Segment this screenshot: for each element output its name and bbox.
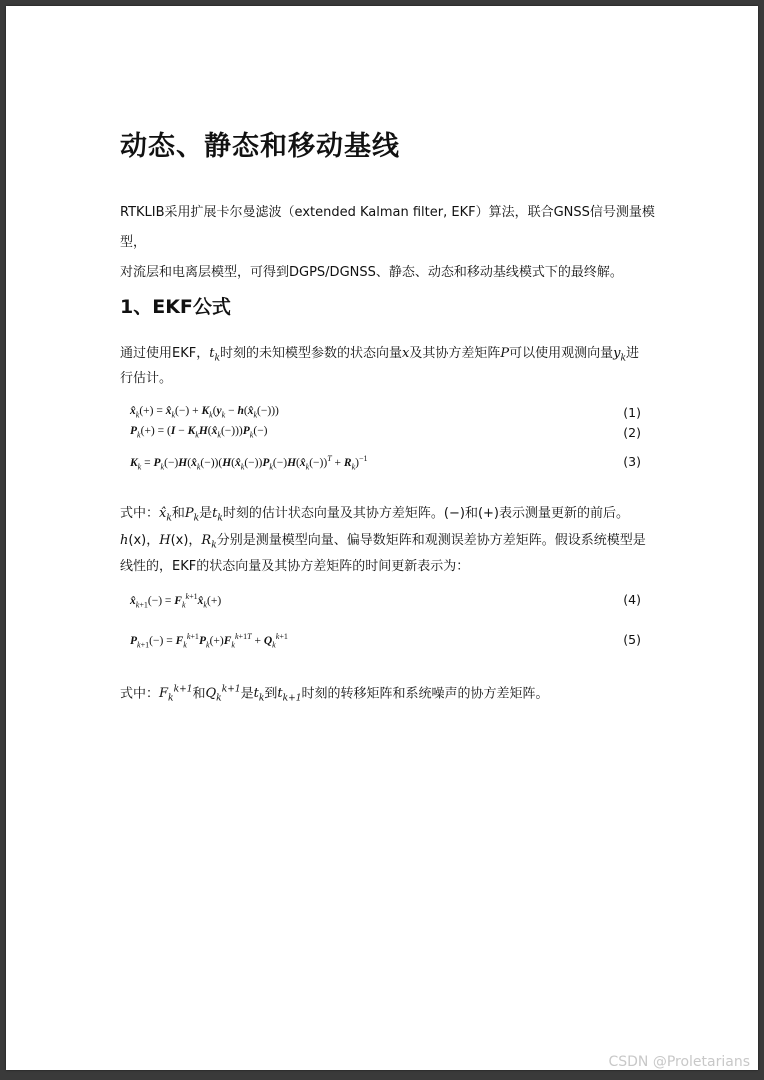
text-span: 式中： (120, 686, 160, 702)
text-span: 式中： (120, 506, 160, 521)
text-span: 和 (171, 506, 185, 521)
intro-line-2: 对流层和电离层模型，可得到DGPS/DGNSS、静态、动态和移动基线模式下的最终解。 (120, 265, 623, 280)
math-R-k: $R_k$ (201, 532, 217, 551)
math-h: h (120, 532, 129, 548)
intro-line-1: RTKLIB采用扩展卡尔曼滤波（extended Kalman filter, EKF）算法，联合GNSS信号测量模型， (120, 205, 655, 250)
equation-3-number: (3) (623, 454, 641, 469)
math-P: P (500, 346, 510, 361)
math-P-k: $P_k$ (184, 506, 200, 524)
equation-1 (130, 405, 640, 419)
text-span: 到 (264, 686, 278, 702)
text-span: 通过使用EKF， (120, 346, 210, 361)
equation-4 (130, 592, 640, 609)
text-span: (x)， (128, 532, 160, 548)
text-span: 时刻的估计状态向量及其协方差矩阵。(−)和(+)表示测量更新的前后。 (222, 506, 629, 521)
explanation-paragraph (120, 503, 660, 578)
equation-4-body: $x̂_{k+1}(-)$ = $F_k^{k+1}x̂_k(+)$ (130, 592, 222, 610)
math-t: t (209, 346, 215, 361)
equation-3 (130, 454, 640, 471)
math-sub-k: k (620, 353, 626, 364)
page-title: 动态、静态和移动基线 (120, 131, 400, 162)
explanation-line-1 (120, 503, 660, 530)
csdn-watermark: CSDN @Proletarians (608, 1054, 750, 1070)
math-t-k1: $t_{k+1}$ (277, 686, 302, 704)
ekf-description-line-1 (120, 344, 660, 369)
math-sub-k: k (214, 353, 220, 364)
math-y: y (613, 346, 621, 361)
math-x: x (401, 346, 410, 361)
math-t-k: $t_k$ (212, 506, 223, 524)
text-span: 是 (199, 506, 213, 521)
section-heading-ekf: 1、EKF公式 (120, 296, 231, 318)
explanation-line-2 (120, 530, 660, 557)
math-xhat-k: $x̂_k$ (159, 506, 172, 524)
equation-5-number: (5) (623, 632, 641, 647)
math-Q: $Q_k^{k+1}$ (205, 685, 241, 704)
equation-2-body: $P_k(+) = (I$ − $K_kH(x̂_k(-)))P_k(-)$ (130, 425, 268, 440)
text-span: 时刻的转移矩阵和系统噪声的协方差矩阵。 (301, 686, 549, 702)
text-span: 时刻的未知模型参数的状态向量 (219, 346, 402, 361)
math-t-k: $t_k$ (253, 686, 265, 704)
equation-1-number: (1) (623, 405, 641, 420)
text-span: 及其协方差矩阵 (409, 346, 501, 361)
equation-5 (130, 632, 640, 649)
final-paragraph (120, 680, 660, 709)
math-H: H (159, 532, 171, 548)
equation-2 (130, 425, 640, 439)
text-span: 可以使用观测向量 (509, 346, 614, 361)
equation-2-number: (2) (623, 425, 641, 440)
intro-paragraph (120, 198, 660, 288)
text-span: 分别是测量模型向量、偏导数矩阵和观测误差协方差矩阵。假设系统模型是 (216, 532, 646, 548)
math-F: $F_k^{k+1}$ (159, 685, 193, 704)
equation-1-body: $x̂_k(+)$ = $x̂_k(-) + K_k(y_k$ − $h(x̂_k(-))$) (130, 405, 279, 420)
equation-5-body: $P_{k+1}(-) = F_k^{k+1}P_k(+)F_k^{k+1T} + Q_k^{k+1}$ (130, 632, 288, 650)
equation-3-body: $K_k$ = $P_k(-)H(x̂_k(-))(H(x̂_k(-))P_k(-)H(x̂_k(-))^T + R_k)^{-1}$ (130, 454, 368, 472)
text-span: 进 (625, 346, 639, 361)
math-R: R (201, 532, 212, 548)
equation-4-number: (4) (623, 592, 641, 607)
text-span: 和 (192, 686, 206, 702)
text-span: 是 (240, 686, 254, 702)
ekf-description (120, 344, 660, 389)
text-span: (x)， (170, 532, 202, 548)
ekf-description-line-2: 行估计。 (120, 370, 173, 386)
explanation-line-3: 线性的，EKF的状态向量及其协方差矩阵的时间更新表示为： (120, 559, 470, 575)
document-page (6, 6, 758, 1070)
